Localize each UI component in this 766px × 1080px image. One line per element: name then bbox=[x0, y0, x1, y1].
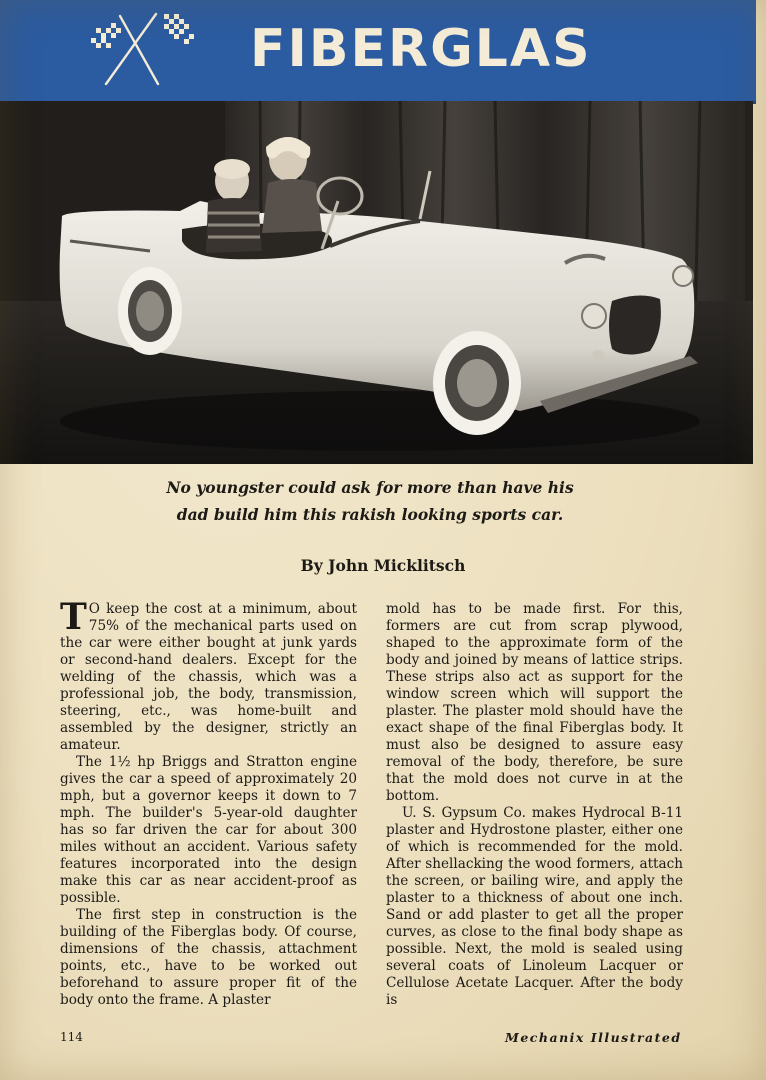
page-number: 114 bbox=[60, 1030, 83, 1044]
author-byline: By John Micklitsch bbox=[300, 556, 466, 575]
caption-line: dad build him this rakish looking sports car. bbox=[176, 505, 564, 524]
article-paragraph: mold has to be made first. For this, formers are cut from scrap plywood, shaped to the approximate form of the body and joined by means of lattice strips. These strips also act as support for the window screen which will support the plaster. The plaster mold should have the exact shape of the final Fiberglas body. It must also be designed to assure easy removal of the body, therefore, be sure that the mold does not curve in at the bottom. bbox=[386, 601, 683, 804]
car-illustration bbox=[0, 101, 753, 464]
sports-car-photo bbox=[0, 101, 753, 464]
crossed-checkered-flags-icon bbox=[84, 8, 204, 88]
article-column-right bbox=[386, 601, 683, 1009]
article-paragraph: The 1½ hp Briggs and Stratton engine gives the car a speed of approximately 20 mph, but a governor keeps it down to 7 mph. The builder's 5-year-old daughter has so far driven the car for about 300 miles without an accident. Various safety features incorporated into the design make this car as near accident-proof as possible. bbox=[60, 754, 357, 906]
photo-caption bbox=[120, 474, 620, 528]
paragraph-text: O keep the cost at a minimum, about 75% of the mechanical parts used on the car were either bought at junk yards or second-hand dealers. Except for the welding of the chassis, which was a professional job, the body, transmission, steering, etc., was home-built and assembled by the designer, strictly an amateur. bbox=[60, 601, 357, 753]
article-title: FIBERGLAS bbox=[250, 19, 592, 79]
caption-line: No youngster could ask for more than have his bbox=[166, 478, 574, 497]
drop-cap: T bbox=[60, 596, 87, 638]
article-column-left bbox=[60, 596, 357, 1009]
article-paragraph: The first step in construction is the building of the Fiberglas body. Of course, dimensions of the chassis, attachment points, etc., have to be worked out beforehand to assure proper fit of the body onto the frame. A plaster bbox=[60, 907, 357, 1008]
article-paragraph bbox=[60, 596, 357, 754]
article-paragraph: U. S. Gypsum Co. makes Hydrocal B-11 plaster and Hydrostone plaster, either one of which is recommended for the mold. After shellacking the wood formers, attach the screen, or bailing wire, and apply the plaster to a thickness of about one inch. Sand or add plaster to get all the proper curves, as close to the final body shape as possible. Next, the mold is sealed using several coats of Linoleum Lacquer or Cellulose Acetate Lacquer. After the body is bbox=[386, 805, 683, 1008]
magazine-name: Mechanix Illustrated bbox=[505, 1030, 682, 1045]
header-banner bbox=[0, 0, 756, 104]
